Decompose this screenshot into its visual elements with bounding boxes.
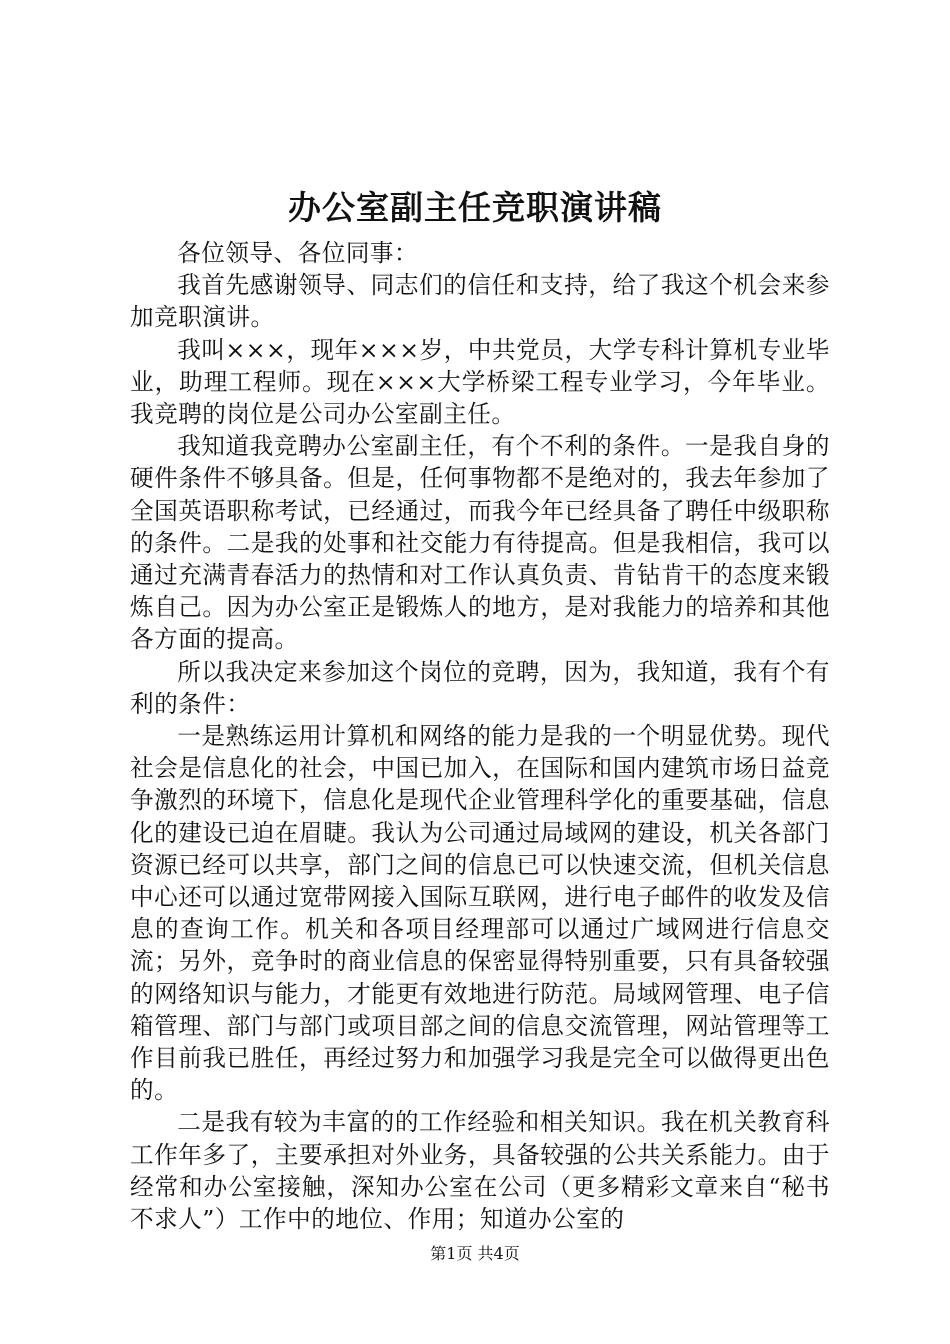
page-number: 第1页 共4页 xyxy=(430,1244,520,1263)
document-body xyxy=(130,237,830,1235)
page-title: 办公室副主任竞职演讲稿 xyxy=(288,188,662,227)
body-paragraph: 二是我有较为丰富的的工作经验和相关知识。我在机关教育科工作年多了，主要承担对外业务，具备较强的公共关系能力。由于经常和办公室接触，深知办公室在公司（更多精彩文章来自“秘书不求人”）工作中的地位、作用；知道办公室的 xyxy=(130,1108,830,1234)
body-paragraph: 我知道我竞聘办公室副主任，有个不利的条件。一是我自身的硬件条件不够具备。但是，任何事物都不是绝对的，我去年参加了全国英语职称考试，已经通过，而我今年已经具备了聘任中级职称的条件。二是我的处事和社交能力有待提高。但是我相信，我可以通过充满青春活力的热情和对工作认真负责、肯钻肯干的态度来锻炼自己。因为办公室正是锻炼人的地方，是对我能力的培养和其他各方面的提高。 xyxy=(130,432,830,654)
body-paragraph: 我叫×××，现年×××岁，中共党员，大学专科计算机专业毕业，助理工程师。现在×××大学桥梁工程专业学习，今年毕业。我竞聘的岗位是公司办公室副主任。 xyxy=(130,335,830,429)
body-paragraph: 所以我决定来参加这个岗位的竞聘，因为，我知道，我有个有利的条件： xyxy=(130,657,830,718)
body-paragraph: 我首先感谢领导、同志们的信任和支持，给了我这个机会来参加竞职演讲。 xyxy=(130,271,830,332)
page-footer xyxy=(0,1243,950,1265)
body-paragraph: 一是熟练运用计算机和网络的能力是我的一个明显优势。现代社会是信息化的社会，中国已加入，在国际和国内建筑市场日益竞争激烈的环境下，信息化是现代企业管理科学化的重要基础，信息化的建设已迫在眉睫。我认为公司通过局域网的建设，机关各部门资源已经可以共享，部门之间的信息已可以快速交流，但机关信息中心还可以通过宽带网接入国际互联网，进行电子邮件的收发及信息的查询工作。机关和各项目经理部可以通过广域网进行信息交流；另外，竞争时的商业信息的保密显得特别重要，只有具备较强的网络知识与能力，才能更有效地进行防范。局域网管理、电子信箱管理、部门与部门或项目部之间的信息交流管理，网站管理等工作目前我已胜任，再经过努力和加强学习我是完全可以做得更出色的。 xyxy=(130,722,830,1105)
salutation-paragraph: 各位领导、各位同事： xyxy=(177,239,419,267)
